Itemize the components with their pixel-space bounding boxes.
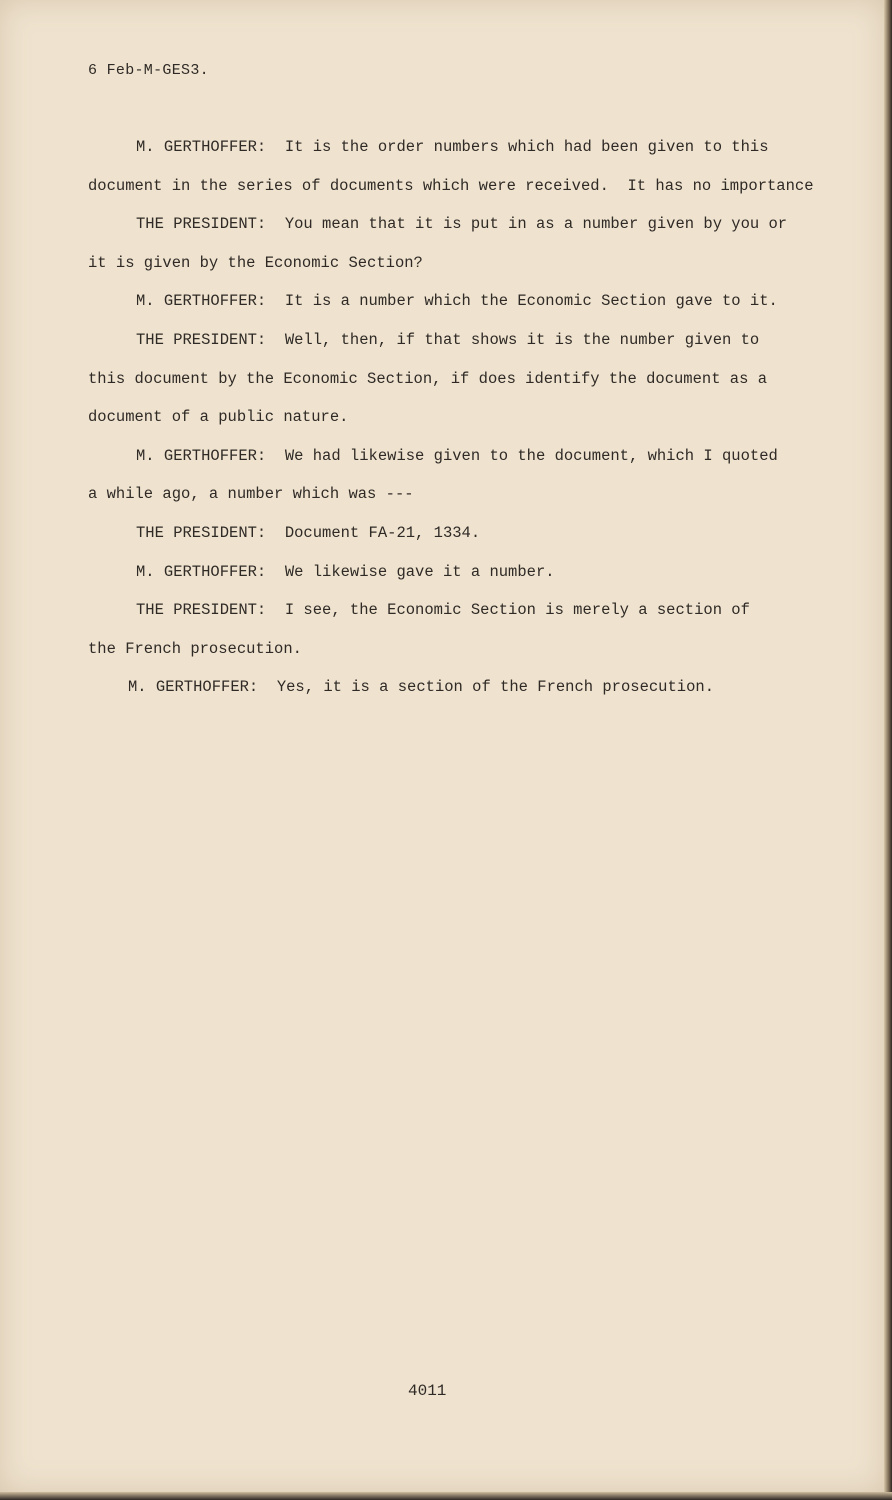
page-edge-bottom [0, 1492, 892, 1500]
transcript-line: the French prosecution. [88, 639, 302, 658]
transcript-line: M. GERTHOFFER: We likewise gave it a number. [136, 562, 555, 581]
transcript-line: THE PRESIDENT: I see, the Economic Section is merely a section of [136, 601, 750, 620]
document-reference: 6 Feb-M-GES3. [88, 62, 209, 79]
transcript-line: M. GERTHOFFER: We had likewise given to the document, which I quoted [136, 446, 778, 465]
transcript-line: THE PRESIDENT: Well, then, if that shows it is the number given to [136, 330, 760, 349]
transcript-line: THE PRESIDENT: Document FA-21, 1334. [136, 523, 481, 542]
transcript-line: M. GERTHOFFER: Yes, it is a section of the French prosecution. [128, 678, 714, 697]
transcript-line: this document by the Economic Section, if does identify the document as a [88, 369, 768, 388]
transcript-line: M. GERTHOFFER: It is the order numbers which had been given to this [136, 138, 769, 156]
transcript-line: it is given by the Economic Section? [88, 253, 423, 272]
transcript-line: M. GERTHOFFER: It is a number which the Economic Section gave to it. [136, 292, 778, 311]
transcript-body [88, 132, 848, 711]
page-edge-right [884, 0, 892, 1500]
transcript-line: document in the series of documents which were received. It has no importance [88, 176, 814, 195]
transcript-line: a while ago, a number which was --- [88, 485, 414, 504]
transcript-line: document of a public nature. [88, 408, 349, 427]
transcript-line: THE PRESIDENT: You mean that it is put in as a number given by you or [136, 215, 788, 234]
page-number: 4011 [408, 1382, 447, 1400]
